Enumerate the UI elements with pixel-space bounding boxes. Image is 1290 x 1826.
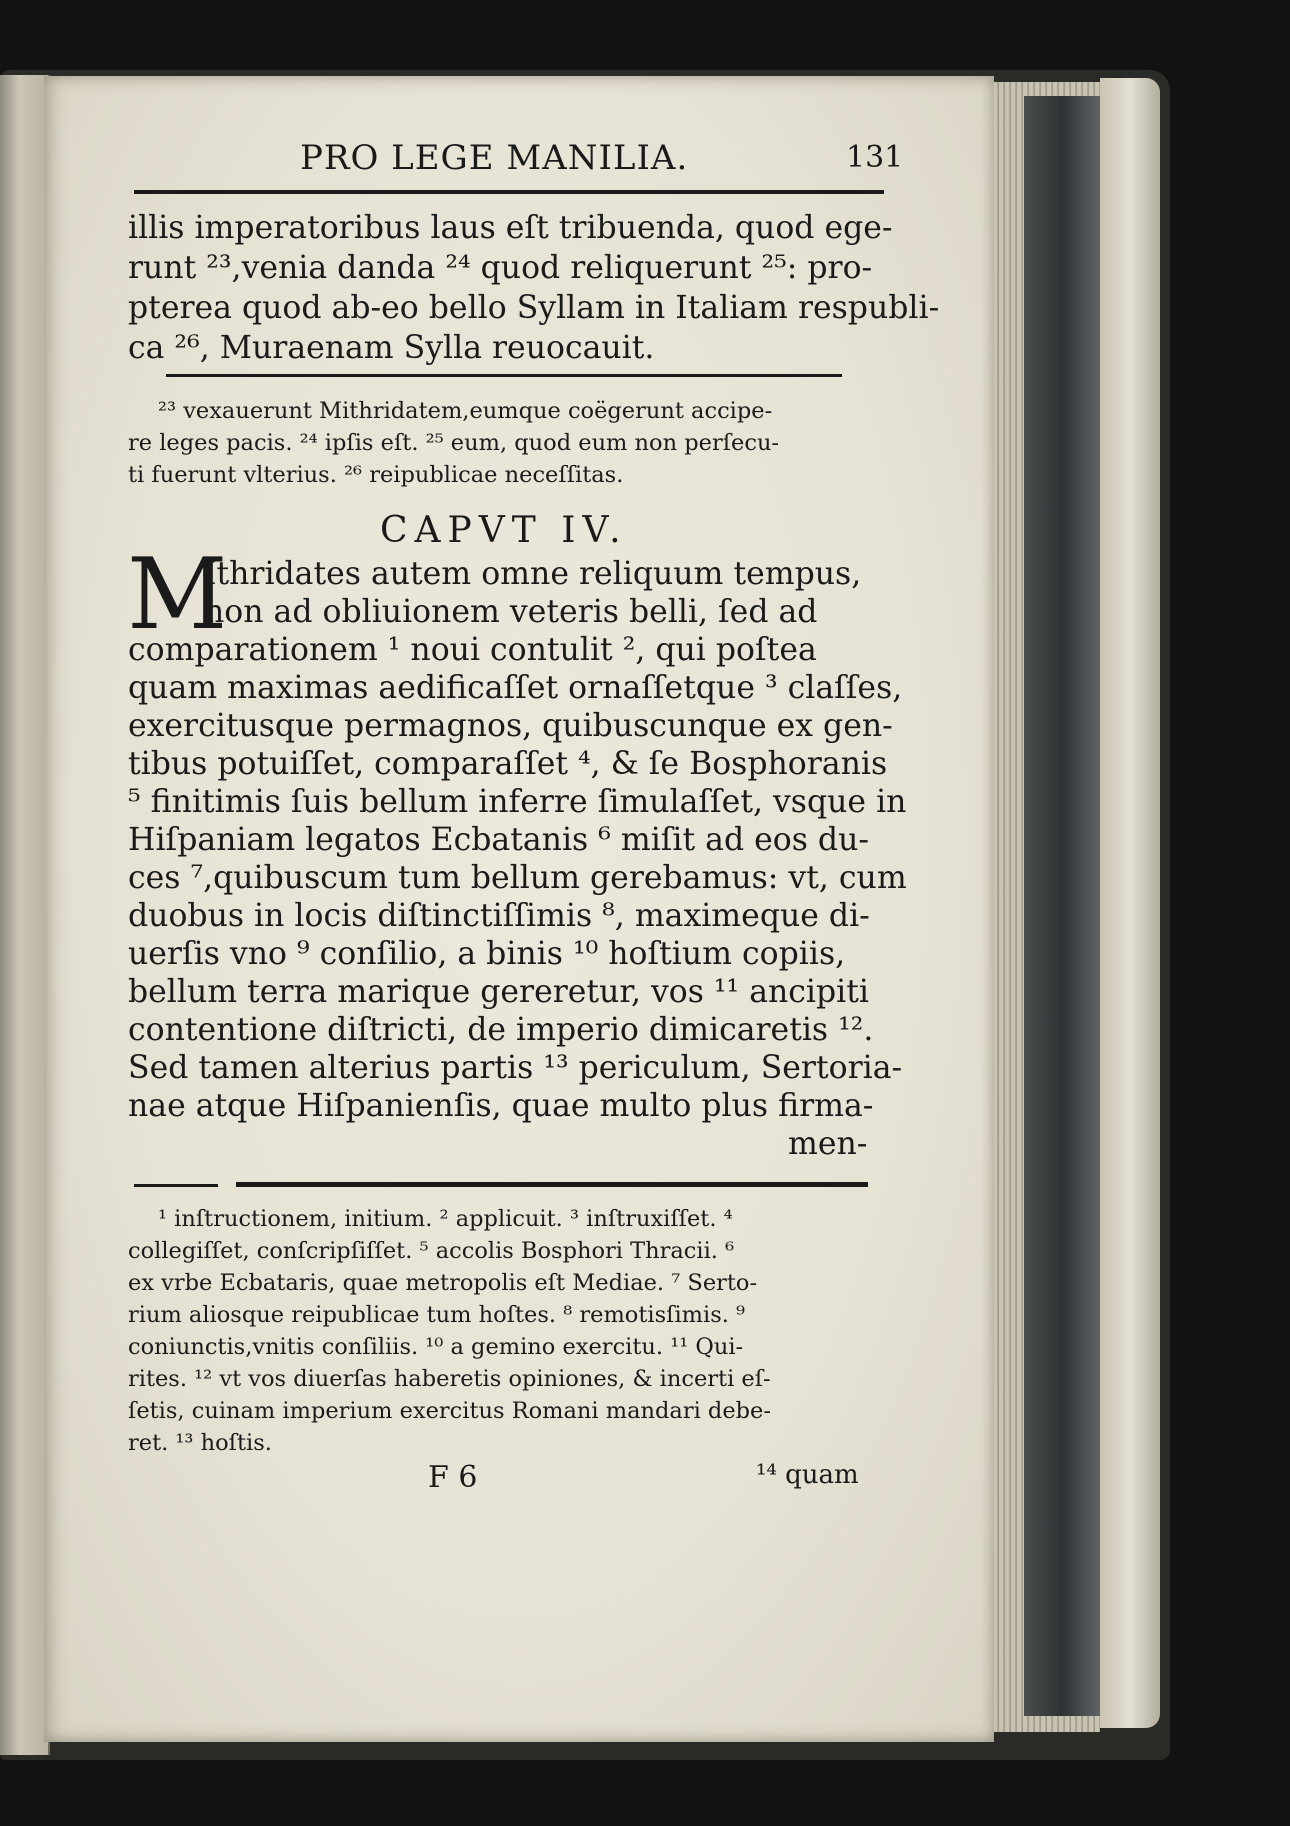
main-text-line: Sed tamen alterius partis ¹³ periculum, Sertoria- [128, 1050, 903, 1086]
footnote-line: rites. ¹² vt vos diuerſas haberetis opiniones, & incerti eſ- [128, 1366, 771, 1392]
main-text-line: duobus in locis diſtinctiſſimis ⁸, maximeque di- [128, 898, 870, 934]
main-text-line: Hiſpaniam legatos Ecbatanis ⁶ miſit ad eos du- [128, 822, 870, 858]
signature-mark: F 6 [428, 1460, 478, 1495]
main-text-line: men- [788, 1126, 868, 1162]
drop-cap: M [127, 538, 228, 652]
footnote-line: ſetis, cuinam imperium exercitus Romani mandari debe- [128, 1398, 771, 1424]
main-text-line: tibus potuiſſet, comparaſſet ⁴, & ſe Bosphoranis [128, 746, 888, 782]
main-text-line: contentione diſtricti, de imperio dimicaretis ¹². [128, 1012, 874, 1048]
footnote-line: ¹ inſtructionem, initium. ² applicuit. ³ inſtruxiſſet. ⁴ [158, 1206, 733, 1232]
main-text-line: ⁵ finitimis ſuis bellum inferre ſimulaſſet, vsque in [128, 784, 907, 820]
footnote-line: collegiſſet, conſcripſiſſet. ⁵ accolis Bosphori Thracii. ⁶ [128, 1238, 735, 1264]
main-text-line: quam maximas aedificaſſet ornaſſetque ³ claſſes, [128, 670, 903, 706]
footnote-line: ex vrbe Ecbataris, quae metropolis eſt Mediae. ⁷ Serto- [128, 1270, 758, 1296]
main-text-line: bellum terra marique gereretur, vos ¹¹ ancipiti [128, 974, 869, 1010]
main-text-line: comparationem ¹ noui contulit ², qui poſtea [128, 632, 817, 668]
page-block-shadow [1024, 96, 1100, 1716]
main-text-line: nae atque Hiſpanienſis, quae multo plus firma- [128, 1088, 874, 1124]
main-text-line: non ad obliuionem veteris belli, ſed ad [204, 594, 818, 630]
note-line: re leges pacis. ²⁴ ipſis eſt. ²⁵ eum, quod eum non perſecu- [128, 430, 780, 456]
chapter-heading: CAPVT IV. [380, 510, 628, 551]
book-cover-edge [1100, 78, 1160, 1728]
top-text-line: ca ²⁶, Muraenam Sylla reuocauit. [128, 330, 655, 366]
main-text-line: Ithridates autem omne reliquum tempus, [204, 556, 862, 592]
footnote-line: ret. ¹³ hoſtis. [128, 1430, 272, 1456]
notes-rule [166, 374, 842, 377]
main-text-line: exercitusque permagnos, quibuscunque ex gen- [128, 708, 893, 744]
note-line: ²³ vexauerunt Mithridatem,eumque coëgerunt accipe- [158, 398, 773, 424]
footnote-line: rium aliosque reipublicae tum hoſtes. ⁸ remotisſimis. ⁹ [128, 1302, 746, 1328]
footnote-rule-short [134, 1184, 218, 1187]
page-number: 131 [846, 140, 904, 175]
main-text-line: uerſis vno ⁹ conſilio, a binis ¹⁰ hoſtium copiis, [128, 936, 846, 972]
footnote-line: coniunctis,vnitis conſiliis. ¹⁰ a gemino exercitu. ¹¹ Qui- [128, 1334, 744, 1360]
main-text-line: ces ⁷,quibuscum tum bellum gerebamus: vt, cum [128, 860, 907, 896]
top-text-line: illis imperatoribus laus eſt tribuenda, quod ege- [128, 210, 893, 246]
footnote-rule-long [236, 1182, 868, 1187]
facing-page-edge [0, 75, 50, 1755]
top-text-line: runt ²³,venia danda ²⁴ quod reliquerunt ²⁵: pro- [128, 250, 873, 286]
note-line: ti fuerunt vlterius. ²⁶ reipublicae neceſſitas. [128, 462, 624, 488]
header-rule [134, 190, 884, 194]
catchword: ¹⁴ quam [756, 1460, 859, 1490]
top-text-line: pterea quod ab-eo bello Syllam in Italiam respubli- [128, 290, 940, 326]
running-title: PRO LEGE MANILIA. [300, 138, 689, 178]
